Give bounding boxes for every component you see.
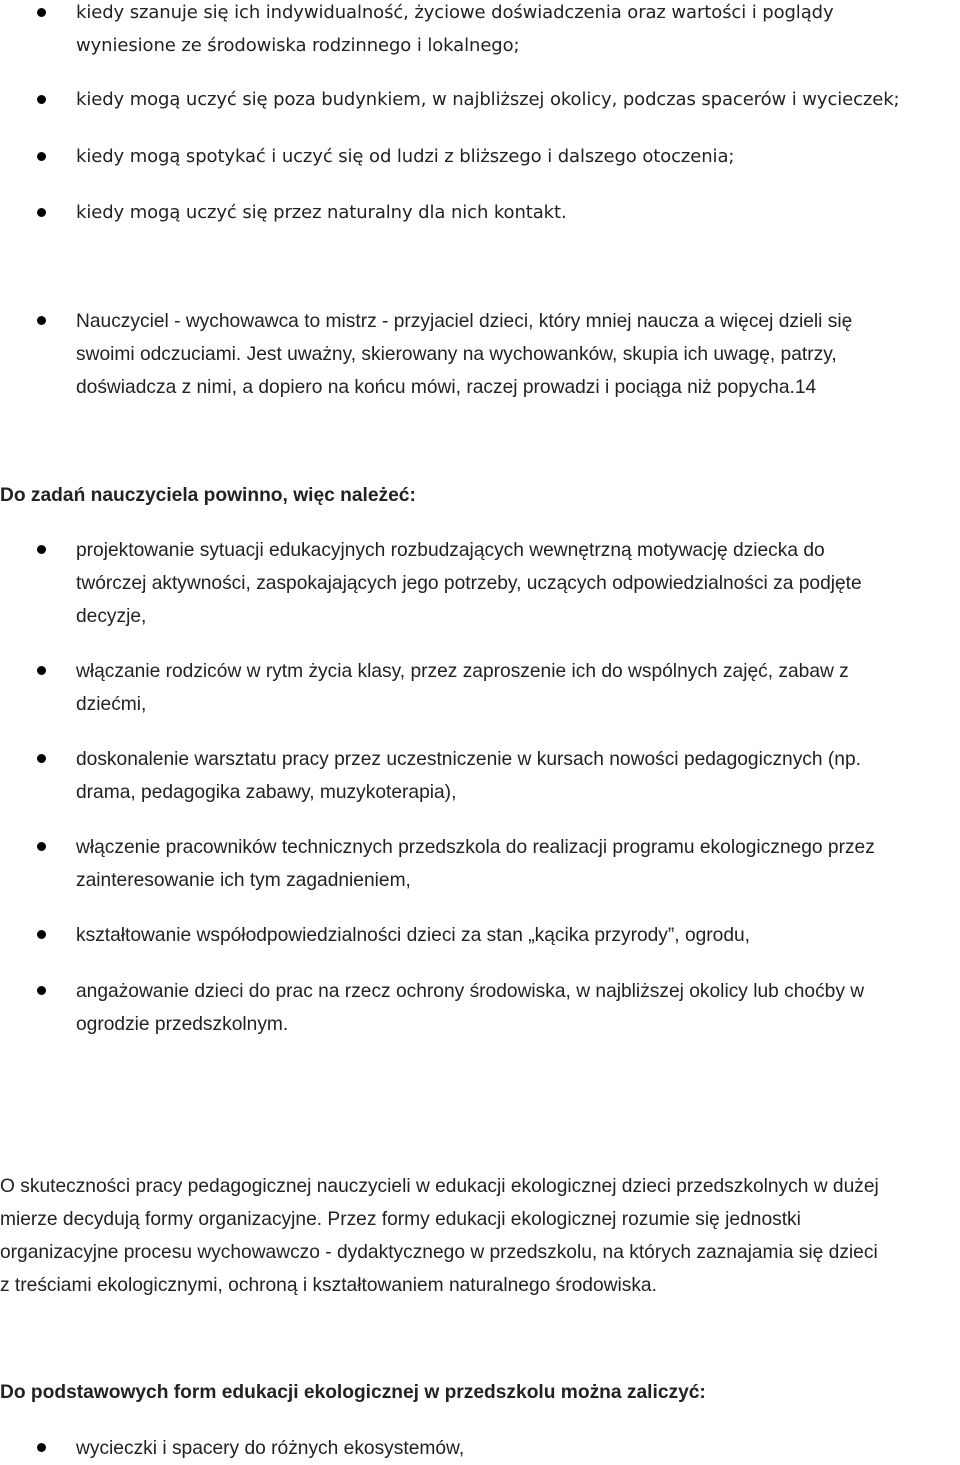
bullet-dot bbox=[37, 316, 46, 325]
paragraph bbox=[0, 1170, 958, 1302]
bullet-dot bbox=[37, 842, 46, 851]
text-line: angażowanie dzieci do prac na rzecz ochrony środowiska, w najbliższej okolicy lub choćby w bbox=[76, 981, 865, 1002]
text-line: drama, pedagogika zabawy, muzykoterapia), bbox=[76, 782, 457, 803]
list-item-text bbox=[76, 534, 954, 633]
text-line: ogrodzie przedszkolnym. bbox=[76, 1014, 289, 1035]
list-item-text bbox=[76, 305, 954, 404]
text-line: kiedy mogą spotykać i uczyć się od ludzi z bliższego i dalszego otoczenia; bbox=[76, 146, 735, 167]
text-line: z treściami ekologicznymi, ochroną i kształtowaniem naturalnego środowiska. bbox=[0, 1275, 657, 1296]
list-item-text bbox=[76, 831, 954, 897]
text-line: twórczej aktywności, zaspokajających jego potrzeby, uczących odpowiedzialności za podjęte bbox=[76, 573, 862, 594]
text-line: zainteresowanie ich tym zagadnieniem, bbox=[76, 870, 411, 891]
text-line: projektowanie sytuacji edukacyjnych rozbudzających wewnętrzną motywację dziecka do bbox=[76, 540, 825, 561]
bullet-dot bbox=[37, 8, 46, 17]
bullet-dot bbox=[37, 930, 46, 939]
list-item-text bbox=[76, 655, 954, 721]
list-item-text bbox=[76, 140, 954, 173]
bullet-dot bbox=[37, 152, 46, 161]
text-line: kiedy mogą uczyć się przez naturalny dla nich kontakt. bbox=[76, 202, 567, 223]
text-line: dziećmi, bbox=[76, 694, 147, 715]
text-line: włączanie rodziców w rytm życia klasy, przez zaproszenie ich do wspólnych zajęć, zabaw z bbox=[76, 661, 849, 682]
section-heading: Do podstawowych form edukacji ekologicznej w przedszkolu można zaliczyć: bbox=[0, 1382, 706, 1403]
list-item-text bbox=[76, 1432, 954, 1465]
bullet-dot bbox=[37, 545, 46, 554]
list-item-text bbox=[76, 83, 954, 116]
list-item-text bbox=[76, 975, 954, 1041]
bullet-dot bbox=[37, 1443, 46, 1452]
text-line: doświadcza z nimi, a dopiero na końcu mówi, raczej prowadzi i pociąga niż popycha.14 bbox=[76, 377, 817, 398]
text-line: organizacyjne procesu wychowawczo - dydaktycznego w przedszkolu, na których zaznajamia się dzieci bbox=[0, 1242, 878, 1263]
bullet-dot bbox=[37, 95, 46, 104]
bullet-dot bbox=[37, 754, 46, 763]
text-line: wycieczki i spacery do różnych ekosystemów, bbox=[76, 1438, 465, 1459]
list-item-text bbox=[76, 743, 954, 809]
list-item-text bbox=[76, 0, 954, 62]
text-line: kształtowanie współodpowiedzialności dzieci za stan „kącika przyrody”, ogrodu, bbox=[76, 925, 751, 946]
section-heading: Do zadań nauczyciela powinno, więc należeć: bbox=[0, 485, 416, 506]
text-line: kiedy mogą uczyć się poza budynkiem, w najbliższej okolicy, podczas spacerów i wycieczek; bbox=[76, 89, 900, 110]
list-item-text bbox=[76, 919, 954, 952]
text-line: decyzje, bbox=[76, 606, 147, 627]
text-line: wyniesione ze środowiska rodzinnego i lokalnego; bbox=[76, 35, 520, 56]
bullet-dot bbox=[37, 986, 46, 995]
bullet-dot bbox=[37, 666, 46, 675]
text-line: doskonalenie warsztatu pracy przez uczestniczenie w kursach nowości pedagogicznych (np. bbox=[76, 749, 861, 770]
text-line: O skuteczności pracy pedagogicznej nauczycieli w edukacji ekologicznej dzieci przedszkolnych w dużej bbox=[0, 1176, 879, 1197]
text-line: mierze decydują formy organizacyjne. Przez formy edukacji ekologicznej rozumie się jednostki bbox=[0, 1209, 801, 1230]
text-line: kiedy szanuje się ich indywidualność, życiowe doświadczenia oraz wartości i poglądy bbox=[76, 2, 834, 23]
list-item-text bbox=[76, 196, 954, 229]
text-line: włączenie pracowników technicznych przedszkola do realizacji programu ekologicznego przez bbox=[76, 837, 875, 858]
bullet-dot bbox=[37, 208, 46, 217]
text-line: Nauczyciel - wychowawca to mistrz - przyjaciel dzieci, który mniej naucza a więcej dzieli się bbox=[76, 311, 853, 332]
text-line: swoimi odczuciami. Jest uważny, skierowany na wychowanków, skupia ich uwagę, patrzy, bbox=[76, 344, 837, 365]
